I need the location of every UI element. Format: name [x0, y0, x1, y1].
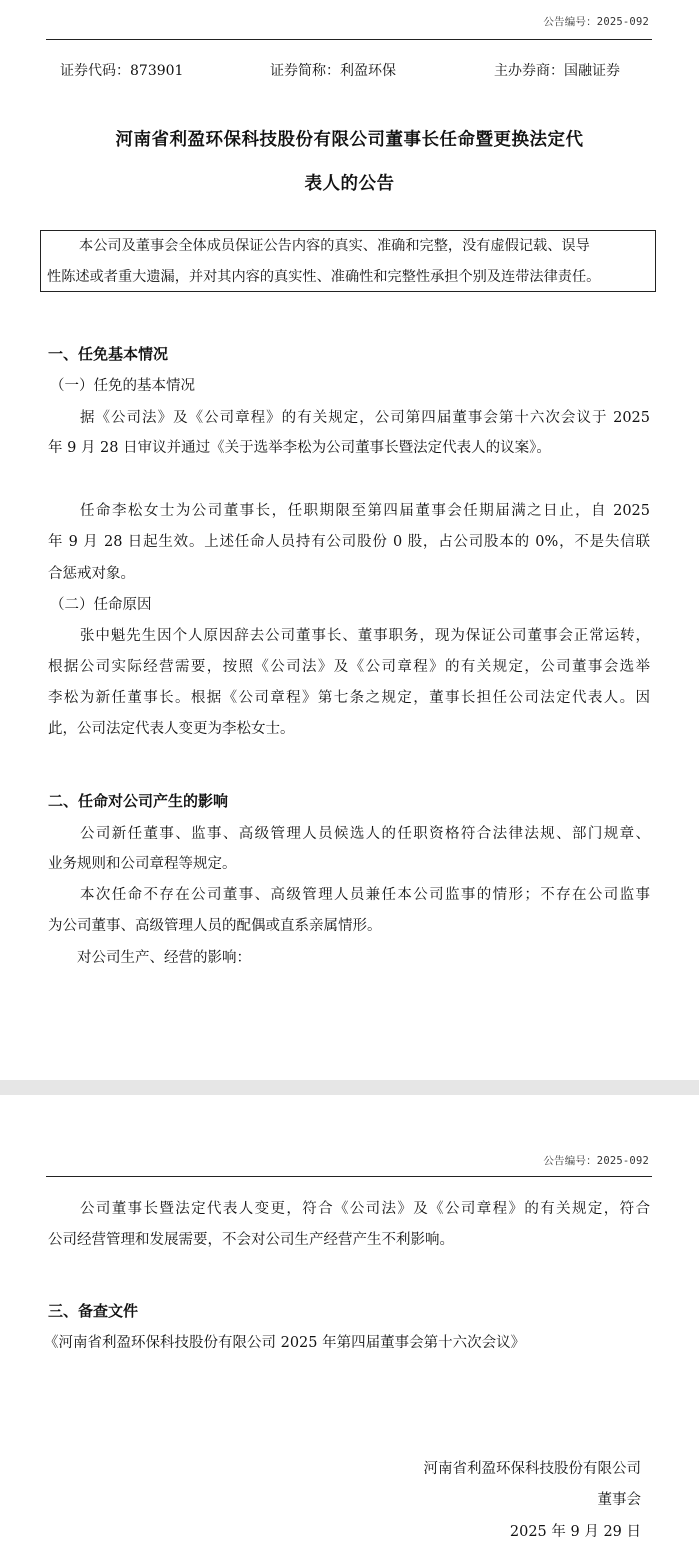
- section-heading-2: 二、任命对公司产生的影响: [48, 792, 229, 810]
- page-separator: [0, 1080, 699, 1095]
- paragraph-line: 合惩戒对象。: [48, 566, 135, 582]
- section-heading-1: 一、任免基本情况: [48, 345, 169, 363]
- notice-line: 本公司及董事会全体成员保证公告内容的真实、准确和完整，没有虚假记载、误导: [79, 238, 590, 254]
- sponsor-broker: 主办券商：国融证券: [494, 63, 620, 79]
- paragraph-line: 年 9 月 28 日审议并通过《关于选举李松为公司董事长暨法定代表人的议案》。: [48, 440, 551, 456]
- board-guarantee-notice: [40, 230, 656, 292]
- paragraph-line: 据《公司法》及《公司章程》的有关规定，公司第四届董事会第十六次会议于 2025: [80, 410, 650, 426]
- paragraph-line: 公司董事长暨法定代表人变更，符合《公司法》及《公司章程》的有关规定，符合: [80, 1201, 650, 1217]
- signature-board: 董事会: [597, 1492, 641, 1508]
- stock-code: 证券代码：873901: [60, 63, 184, 79]
- paragraph-line: 此，公司法定代表人变更为李松女士。: [48, 721, 295, 737]
- signature-date: 2025 年 9 月 29 日: [509, 1524, 641, 1540]
- paragraph-line: 年 9 月 28 日起生效。上述任命人员持有公司股份 0 股，占公司股本的 0%，不是失信联: [48, 534, 650, 550]
- subsection-heading-2: （二）任命原因: [50, 597, 152, 613]
- section-heading-3: 三、备查文件: [48, 1302, 139, 1320]
- document-title-line-1: 河南省利盈环保科技股份有限公司董事长任命暨更换法定代: [115, 130, 584, 150]
- signature-company: 河南省利盈环保科技股份有限公司: [423, 1461, 641, 1477]
- announcement-number: 公告编号：2025-092: [543, 1155, 649, 1167]
- header-rule: [46, 39, 652, 40]
- paragraph-line: 根据公司实际经营需要，按照《公司法》及《公司章程》的有关规定，公司董事会选举: [48, 659, 650, 675]
- security-info-row: [60, 60, 640, 80]
- notice-line: 性陈述或者重大遗漏，并对其内容的真实性、准确性和完整性承担个别及连带法律责任。: [47, 269, 601, 285]
- stock-name: 证券简称：利盈环保: [270, 63, 396, 79]
- paragraph-line: 对公司生产、经营的影响：: [77, 950, 251, 966]
- paragraph-line: 李松为新任董事长。根据《公司章程》第七条之规定，董事长担任公司法定代表人。因: [48, 690, 650, 706]
- paragraph-line: 公司新任董事、监事、高级管理人员候选人的任职资格符合法律法规、部门规章、: [80, 826, 650, 842]
- document-page-2: [0, 1095, 699, 1555]
- paragraph-line: 公司经营管理和发展需要，不会对公司生产经营产生不利影响。: [48, 1232, 454, 1248]
- reference-document: 《河南省利盈环保科技股份有限公司 2025 年第四届董事会第十六次会议》: [44, 1335, 526, 1351]
- paragraph-line: 为公司董事、高级管理人员的配偶或直系亲属情形。: [48, 918, 382, 934]
- header-rule: [46, 1176, 652, 1177]
- paragraph-line: 张中魁先生因个人原因辞去公司董事长、董事职务，现为保证公司董事会正常运转，: [80, 628, 650, 644]
- subsection-heading-1: （一）任免的基本情况: [50, 378, 195, 394]
- paragraph-line: 任命李松女士为公司董事长，任职期限至第四届董事会任期届满之日止，自 2025: [80, 503, 650, 519]
- paragraph-line: 业务规则和公司章程等规定。: [48, 856, 237, 872]
- paragraph-line: 本次任命不存在公司董事、高级管理人员兼任本公司监事的情形；不存在公司监事: [80, 887, 650, 903]
- announcement-number: 公告编号：2025-092: [543, 16, 649, 28]
- document-title-line-2: 表人的公告: [304, 174, 395, 194]
